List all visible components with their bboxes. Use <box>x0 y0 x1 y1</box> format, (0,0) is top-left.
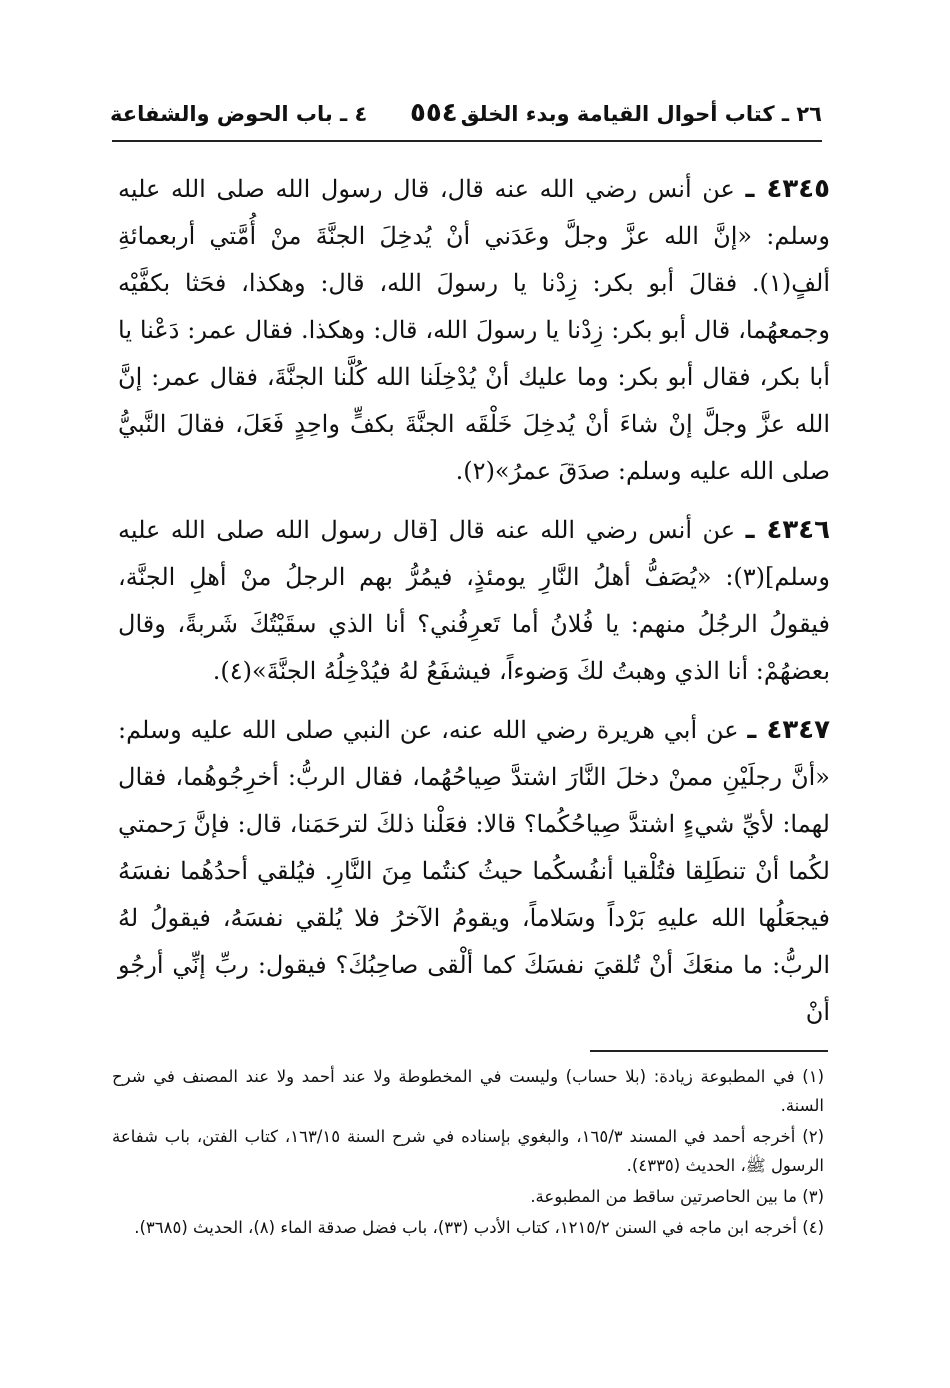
hadith-text: عن أنس رضي الله عنه قال [قال رسول الله صلى الله عليه وسلم](٣): «يُصَفُّ أهلُ النَّارِ يومئذٍ، فيمُرُّ بهم الرجلُ منْ أهلِ الجنَّة، فيقولُ الرجُلُ منهم: يا فُلانُ أما تَعرِفُني؟ أنا الذي سقَيْتُكَ شَربةً، وقال بعضهُمْ: أنا الذي وهبتُ لكَ وَضوءاً، فيشفَعُ لهُ فيُدْخِلُهُ الجنَّةَ»(٤). <box>118 516 830 685</box>
page-number: ٥٥٤ <box>410 98 458 128</box>
hadith-text: عن أنس رضي الله عنه قال، قال رسول الله صلى الله عليه وسلم: «إنَّ الله عزَّ وجلَّ وعَدَني أنْ يُدخِلَ الجنَّةَ منْ أُمَّتي أربعمائةِ ألفٍ(١). فقالَ أبو بكر: زِدْنا يا رسولَ الله، قال: وهكذا، فحَثا بكفَّيْه وجمعهُما، قال أبو بكر: زِدْنا يا رسولَ الله، قال: وهكذا. فقال عمر: دَعْنا يا أبا بكر، فقال أبو بكر: وما عليك أنْ يُدْخِلَنا الله كُلَّنا الجنَّةَ، فقال عمر: إنَّ الله عزَّ وجلَّ إنْ شاءَ أنْ يُدخِلَ خَلْقَه الجنَّةَ بكفٍّ واحِدٍ فَعَلَ، فقالَ النَّبيُّ صلى الله عليه وسلم: صدَقَ عمرُ»(٢). <box>118 175 831 485</box>
hadith-4346 <box>118 507 830 695</box>
chapter-title: ٢٦ ـ كتاب أحوال القيامة وبدء الخلق <box>460 102 822 126</box>
footnote-1: (١) في المطبوعة زيادة: (بلا حساب) وليست في المخطوطة ولا عند أحمد ولا عند المصنف في شرح السنة. <box>112 1067 824 1115</box>
section-title: ٤ ـ باب الحوض والشفاعة <box>110 102 368 126</box>
hadith-number: ٤٣٤٦ ـ <box>745 515 830 545</box>
hadith-text: عن أبي هريرة رضي الله عنه، عن النبي صلى الله عليه وسلم: «أنَّ رجلَيْنِ ممنْ دخلَ النَّارَ اشتدَّ صِياحُهُما، فقال الربُّ: أخرِجُوهُما، فقال لهما: لأيِّ شيءٍ اشتدَّ صِياحُكُما؟ قالا: فعَلْنا ذلكَ لترحَمَنا، قال: فإنَّ رَحمتي لكُما أنْ تنطَلِقا فتُلْقيا أنفُسكُما حيثُ كنتُما مِنَ النَّارِ. فيُلقي أحدُهُما نفسَهُ فيجعَلُها الله عليهِ بَرْداً وسَلاماً، ويقومُ الآخرُ فلا يُلقي نفسَهُ، فيقولُ لهُ الربُّ: ما منعَكَ أنْ تُلقيَ نفسَكَ كما ألْقى صاحِبُكَ؟ فيقول: ربِّ إنِّي أرجُو أنْ <box>118 716 830 1026</box>
footnote-divider <box>590 1050 828 1052</box>
footnote-3: (٣) ما بين الحاصرتين ساقط من المطبوعة. <box>530 1187 824 1206</box>
hadith-number: ٤٣٤٧ ـ <box>747 715 830 745</box>
hadith-number: ٤٣٤٥ ـ <box>745 174 830 204</box>
footnote-4: (٤) أخرجه ابن ماجه في السنن ١٢١٥/٢، كتاب الأدب (٣٣)، باب فضل صدقة الماء (٨)، الحديث (٣٦٨٥). <box>134 1218 824 1237</box>
header-divider <box>112 140 822 142</box>
running-header <box>110 96 822 136</box>
main-text <box>118 166 830 1048</box>
footnote-2: (٢) أخرجه أحمد في المسند ١٦٥/٣، والبغوي بإسناده في شرح السنة ١٦٣/١٥، كتاب الفتن، باب شفاعة الرسول ﷺ، الحديث (٤٣٣٥). <box>112 1127 825 1175</box>
hadith-4345 <box>118 166 830 495</box>
hadith-4347 <box>118 707 830 1036</box>
footnotes <box>112 1062 824 1244</box>
